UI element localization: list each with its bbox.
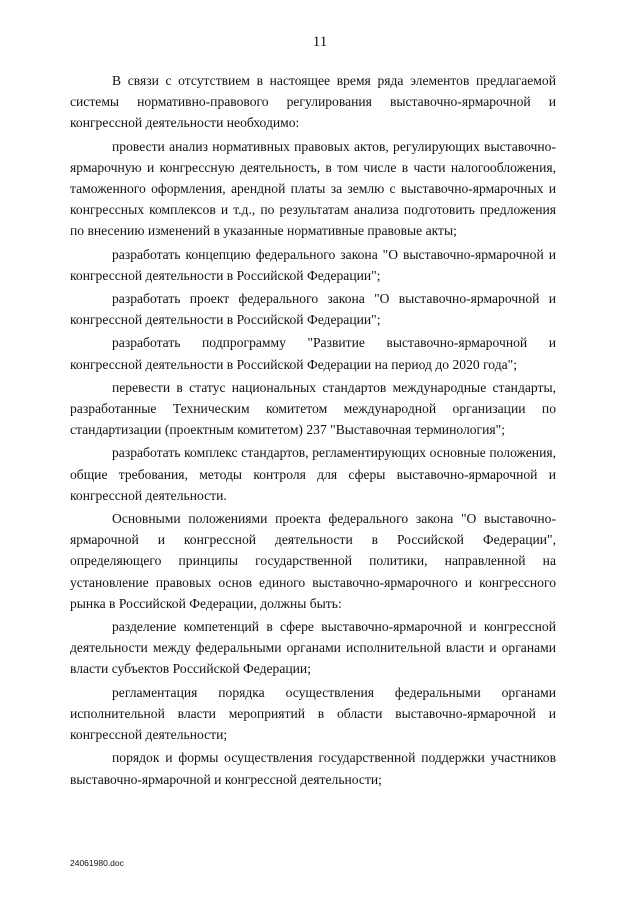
paragraph: разработать концепцию федерального закона "О выставочно-ярмарочной и конгрессной деятельности в Российской Федерации"; bbox=[70, 246, 556, 283]
paragraph: Основными положениями проекта федерального закона "О выставочно-ярмарочной и конгрессной деятельности в Российской Федерации", определяющего принципы государственной политики, направленной на установление правовых основ единого выставочно-ярмарочного и конгрессного рынка в Российской Федерации, должны быть: bbox=[70, 511, 556, 611]
paragraph: провести анализ нормативных правовых актов, регулирующих выставочно-ярмарочную и конгрессную деятельность, в том числе в части налогообложения, таможенного оформления, арендной платы за землю с выставочно-ярмарочных и конгрессных комплексов и т.д., по результатам анализа подготовить предложения по внесению изменений в указанные нормативные правовые акты; bbox=[70, 138, 556, 239]
paragraph: порядок и формы осуществления государственной поддержки участников выставочно-ярмарочной и конгрессной деятельности; bbox=[70, 750, 556, 787]
paragraph: разработать проект федерального закона "О выставочно-ярмарочной и конгрессной деятельности в Российской Федерации"; bbox=[70, 291, 556, 328]
paragraph: разработать комплекс стандартов, регламентирующих основные положения, общие требования, методы контроля для сферы выставочно-ярмарочной и конгрессной деятельности. bbox=[70, 445, 556, 503]
paragraph: В связи с отсутствием в настоящее время ряда элементов предлагаемой системы нормативно-правового регулирования выставочно-ярмарочной и конгрессной деятельности необходимо: bbox=[70, 73, 556, 131]
paragraph: разработать подпрограмму "Развитие выставочно-ярмарочной и конгрессной деятельности в Российской Федерации на период до 2020 года"; bbox=[70, 335, 556, 372]
paragraph: перевести в статус национальных стандартов международные стандарты, разработанные Техническим комитетом международной организации по стандартизации (проектным комитетом) 237 "Выставочная терминология"; bbox=[70, 379, 556, 438]
document-file-code: 24061980.doc bbox=[70, 858, 124, 868]
page-number: 11 bbox=[312, 34, 328, 50]
document-body bbox=[70, 70, 556, 792]
paragraph: регламентация порядка осуществления федеральными органами исполнительной власти мероприятий в области выставочно-ярмарочной и конгрессной деятельности; bbox=[70, 684, 556, 743]
paragraph: разделение компетенций в сфере выставочно-ярмарочной и конгрессной деятельности между федеральными органами исполнительной власти и органами власти субъектов Российской Федерации; bbox=[70, 619, 556, 677]
